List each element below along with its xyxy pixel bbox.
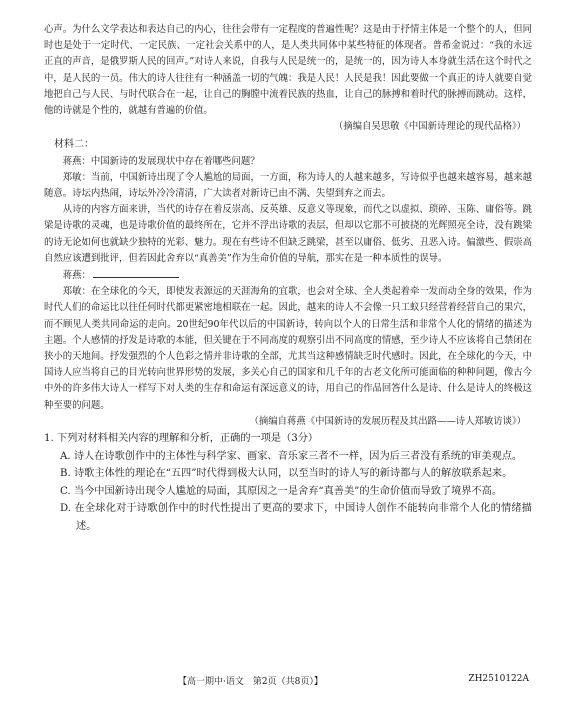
page-number: 【高一期中·语文 第2页（共8页）】 (178, 677, 323, 687)
document-code: ZH2510122A (468, 674, 529, 684)
question-stem: 1. 下列对材料相关内容的理解和分析，正确的一项是（3分） (44, 433, 319, 445)
paragraph-1: 心声。为什么文学表达和表达自己的内心，往往会带有一定程度的普遍性呢？这是由于抒情主体是一个整个的人，但同时也是处于一定时代、一定民族、一定社会关系中的人，是人类共同体中某些特征的体现者。普希金说过：“我的永远正直的声音，是俄罗斯人民的回声。”对诗人来说，自我与人民是统一的，是统一的，因为诗人本身就生活在这个时代之中，是人民的一员。伟大的诗人往往有一种涵盖一切的气魄：我是人民！人民是我！因此要做一个真正的诗人就要自觉地把自己与人民、与时代联合在一起，让自己的胸膛中流着民族的热血，让自己的脉搏和着时代的脉搏而跳动。这样，他的诗就是个性的，就越有普遍的价值。 (44, 24, 532, 117)
option-c: C. 当今中国新诗出现令人尴尬的局面，其原因之一是舍弃“真善美”的生命价值而导致了境界不高。 (60, 485, 503, 497)
interview-question-1: 蒋燕：中国新诗的发展现状中存在着哪些问题？ (62, 155, 260, 167)
question-label: 蒋燕： (62, 270, 91, 282)
interview-answer-1: 郑敏：当前，中国新诗出现了令人尴尬的局面，一方面，称为诗人的人越来越多，写诗似乎也越来越容易，越来越随意。诗坛内热闹，诗坛外冷冷清清，广大读者对新诗已由不满、失望到弃之而去。 (44, 171, 532, 200)
option-a: A. 诗人在诗歌创作中的主体性与科学家、画家、音乐家三者不一样，因为后三者没有系统的审美观点。 (60, 450, 523, 462)
source-citation-2: （摘编自蒋燕《中国新诗的发展历程及其出路——诗人郑敏访谈》） (249, 415, 526, 427)
blank-line (93, 267, 179, 278)
interview-answer-2: 从诗的内容方面来讲，当代的诗存在着反崇高、反英雄、反意义等现象，而代之以虚拟、琐碎、玉陈、庸俗等。跳梁是诗歌的灵魂，也是诗歌价值的最终所在，它并不浮出诗歌的表层，但却以它那不可披挠的光辉照亮全诗，没有跳梁的诗无论如何也就缺少独特的光彩、魅力。现在有些诗不但缺乏跳梁，甚至以庸俗、低劣、丑恶入诗。偏激些、假崇高自然应该遭到批评，但若因此舍弃以“真善美”作为生命价值的导航，那实在是一种本质性的误导。 (44, 204, 532, 264)
interview-answer-3: 郑敏：在全球化的今天，即使发表源远的天涯海角的宜歌，也会对全球、全人类起着牵一发而动全身的效果，作为时代人们的命运比以往任何时代都更紧密地相联在一起。因此，越来的诗人不会像一只工蚁只经营着经营自己的果穴，而不顾见人类共同命运的走向。20世纪90年代以后的中国新诗，转向以个人的日常生活和非常个人化的情绪的描述为主题。个人感情的抒发是诗歌的本能，但关键在于不同高度的观察引出不同高度的情感，至少诗人不应该将自己禁闭在狭小的天地间。抒发强烈的个人色彩之情并非诗歌的全部，尤其当这种感情缺乏时代感时。因此，在全球化的今天，中国诗人应当将自己的目光转向世界形势的发展，多关心自己的国家和几千年的古老文化所可能面临的种种问题，像古今中外的许多伟大诗人一样写下对人类的生存和命运有深远意义的诗，用自己的作品回答什么是诗、什么是诗人的终极这种至要的问题。 (44, 286, 532, 411)
material-2-heading: 材料二： (54, 139, 94, 151)
option-d: D. 在全球化对于诗歌创作中的时代性提出了更高的要求下，中国诗人创作不能转向非常个人化的情绪描述。 (60, 503, 532, 532)
interview-question-blank (44, 267, 532, 284)
document-page (44, 22, 532, 535)
source-citation-1: （摘编自吴思敬《中国新诗理论的现代品格》） (333, 121, 526, 133)
option-b: B. 诗歌主体性的理论在“五四”时代得到极大认同，以至当时的诗人写的新诗都与人的解放联系起来。 (60, 468, 513, 480)
